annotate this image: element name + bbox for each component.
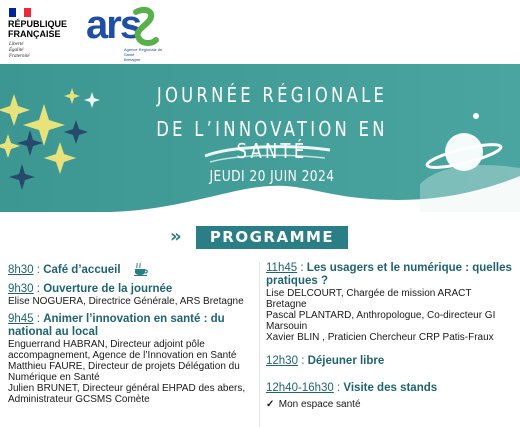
schedule-time: 8h30 [8,264,34,276]
checkmark-icon: ✓ [266,399,275,410]
ars-logo [86,4,166,62]
schedule-title: Les usagers et le numérique : quelles pratiques ? [266,262,512,287]
ars-wordmark: ars [86,4,141,47]
schedule-item: 12h30 : Déjeuner libre [266,355,385,367]
speaker-line: Matthieu FAURE, Directeur de projets Délégation du [8,361,240,372]
speaker-line: Marsouin [266,321,308,332]
schedule-time: 11h45 [266,262,298,274]
schedule-time: 9h30 [8,283,34,295]
schedule-time: 12h30 [266,355,298,367]
banner-title-line2: DE L’INNOVATION EN SANTÉ [156,117,388,163]
french-flag-icon [9,8,31,17]
ars-subtitle: Agence Régionale de Santé Bretagne [124,47,163,62]
schedule-item: 9h45 : Animer l’innovation en santé : du national au local Enguerrand HABRAN, Directeur adjoint pôle accompagnement, Agence de l’Innovation en Santé Matthieu FAURE, Directeur de projets Délégation du Numérique en Santé Julien BRUNET, Directeur général EHPAD des abers, Administrateur GCSMS Comète [8,313,254,405]
column-divider [259,262,260,427]
speaker-line: Numérique en Santé [8,372,100,383]
speaker-line: Julien BRUNET, Directeur général EHPAD des abers, [8,383,246,394]
speaker-line: Elise NOGUERA, Directrice Générale, ARS Bretagne [8,296,244,307]
speaker-line: Xavier BLIN , Praticien Chercheur CRP Patis-Fraux [266,332,494,343]
programme-right-column [266,262,514,416]
coffee-cup-icon [134,262,150,276]
banner-title-line1: JOURNÉE RÉGIONALE [156,83,388,107]
ars-wordmark-icon [86,4,166,50]
schedule-item: 11h45 : Les usagers et le numérique : quelles pratiques ? Lise DELCOURT, Chargée de mission ARACT Bretagne Pascal PLANTARD, Anthropologue, Co-directeur GI Marsouin Xavier BLIN , Praticien Chercheur CRP Patis-Fraux [266,262,514,343]
stand-label: Mon espace santé [278,399,361,410]
schedule-title: Café d’accueil [43,264,121,276]
programme-label: PROGRAMME [196,226,348,249]
double-chevron-icon: » [170,226,182,247]
schedule-time: 12h40-16h30 [266,382,334,394]
speaker-line: Administrateur GCSMS Comète [8,394,150,405]
speaker-line: Pascal PLANTARD, Anthropologue, Co-directeur GI [266,310,496,321]
schedule-item: 12h40-16h30 : Visite des stands ✓ Mon espace santé [266,382,514,410]
speaker-line: Lise DELCOURT, Chargée de mission ARACT Bretagne [266,288,472,310]
schedule-item: 9h30 : Ouverture de la journée Elise NOGUERA, Directrice Générale, ARS Bretagne [8,283,254,307]
stand-item [266,399,514,410]
speaker-line: Enguerrand HABRAN, Directeur adjoint pôle [8,339,205,350]
schedule-title: Visite des stands [343,382,438,394]
schedule-title: Ouverture de la journée [43,283,173,295]
programme-left-column [8,262,254,411]
schedule-time: 9h45 [8,313,34,325]
schedule-item: 8h30 : Café d’accueil [8,262,254,277]
schedule-title: Déjeuner libre [307,355,385,367]
republique-motto: Liberté Égalité Fraternité [9,42,30,59]
speaker-line: accompagnement, Agence de l’Innovation en Santé [8,350,237,361]
republique-label: RÉPUBLIQUE FRANÇAISE [8,19,68,39]
schedule-title: Animer l’innovation en santé : du national au local [8,313,225,338]
banner-date: JEUDI 20 JUIN 2024 [209,167,335,185]
header-logos [0,0,520,64]
